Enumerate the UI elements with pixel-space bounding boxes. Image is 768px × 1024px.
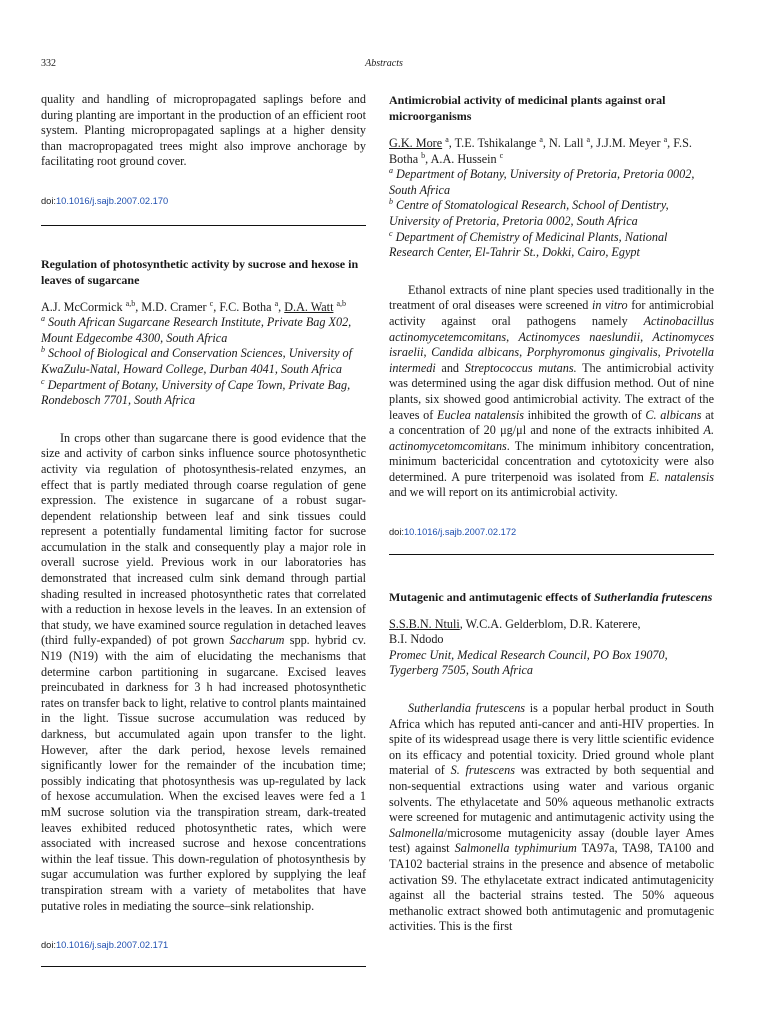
author-name: W.C.A. Gelderblom	[465, 616, 564, 631]
affil-text: Centre of Stomatological Research, School of Dentistry, University of Pretoria, Pretoria 0002, South Africa	[389, 198, 669, 228]
article-title: Regulation of photosynthetic activity by sucrose and hexose in leaves of sugarcane	[41, 256, 359, 287]
page-header	[41, 58, 727, 72]
right-column	[389, 92, 714, 935]
body-text: ,	[519, 345, 527, 360]
author-affil-marker: c	[499, 150, 504, 160]
author-list	[41, 300, 366, 316]
body-italic: Actinomyces israelii	[389, 329, 715, 360]
presenting-author-name: S.S.B.N. Ntuli	[389, 616, 460, 631]
author-name: M.D. Cramer	[141, 299, 207, 314]
separator: ,	[213, 299, 220, 314]
affiliation	[389, 198, 714, 229]
affil-marker: b	[389, 197, 393, 207]
doi-prefix: doi:	[41, 940, 56, 951]
body-text: TA97a, TA98, TA100 and TA102 bacterial strains in the presence and absence of metabolic activation S9. The ethylacetate extract indicated antimutagenicity against all the bacterial strains tested. The 50% aqueous methanolic extract showed both antimutagenic and promutagenic activities. This is the first	[389, 841, 714, 934]
body-italic: Euclea natalensis	[437, 407, 524, 422]
author-affil-marker: a,b	[336, 298, 347, 308]
doi-link[interactable]: 10.1016/j.sajb.2007.02.170	[56, 195, 169, 206]
body-italic: Streptococcus mutans.	[464, 360, 577, 375]
doi-prefix: doi:	[389, 527, 404, 538]
body-italic: in vitro	[591, 298, 628, 313]
author-affil-marker: a	[274, 298, 279, 308]
affil-marker: a	[389, 166, 393, 176]
body-text: Ethanol extracts of nine plant species used traditionally in the treatment of oral diseases were screened	[389, 282, 714, 313]
body-text: ,	[506, 329, 519, 344]
separator: ,	[448, 136, 455, 150]
body-italic: Actinobacillus actinomycetemcomitans	[389, 313, 714, 344]
affil-text: South African Sugarcane Research Institute, Private Bag X02, Mount Edgecombe 4300, South Africa	[41, 315, 352, 345]
article-mutagenic-effects	[389, 589, 714, 935]
body-text: . The minimum inhibitory concentration, minimum bactericidal concentration and cytotoxicity were also determined. A pure triterpenoid was isolated from	[389, 438, 714, 484]
author-name: J.J.M. Meyer	[596, 136, 661, 150]
body-text: /microsome mutagenicity assay (double layer Ames test) against	[389, 825, 714, 856]
author-name: A.J. McCormick	[41, 299, 123, 314]
author-name: B.I. Ndodo	[389, 632, 444, 647]
body-italic: Sutherlandia frutescens	[408, 701, 526, 716]
body-italic: Actinomyces naeslundii	[518, 329, 641, 344]
presenting-author-name: D.A. Watt	[284, 299, 334, 314]
article-title: Antimicrobial activity of medicinal plants against oral microorganisms	[389, 93, 666, 123]
article-title	[389, 589, 714, 605]
body-text: ,	[423, 345, 432, 360]
body-italic: Saccharum	[229, 633, 285, 648]
body-text: is a popular herbal product in South Africa which has reputed anti-cancer and anti-HIV properties. In spite of its widespread usage there is very little scientific evidence on its efficacy and potential toxicity. Dried ground whole plant material of	[389, 701, 714, 778]
left-column	[41, 92, 366, 967]
abstract-body	[389, 701, 714, 935]
doi-prefix: doi:	[41, 195, 56, 206]
author-affil-marker: b	[421, 150, 426, 160]
author-name: D.R. Katerere	[569, 616, 638, 631]
article-regulation-photosynthetic	[41, 256, 366, 967]
continued-paragraph: quality and handling of micropropagated saplings before and during planting are important in the production of an efficient root system. Planting micropropagated saplings at a higher density than macropropagated trees might also improve anchorage by facilitating root ground cover.	[41, 92, 366, 169]
author-affil-marker: c	[209, 298, 214, 308]
article-antimicrobial-activity	[389, 92, 714, 555]
doi-link[interactable]: 10.1016/j.sajb.2007.02.172	[404, 527, 517, 538]
page-number: 332	[41, 58, 56, 69]
affiliation	[389, 230, 714, 261]
author-affil-marker: a	[445, 134, 449, 144]
affil-text: Department of Chemistry of Medicinal Plants, National Research Center, El-Tahrir St., Dokki, Cairo, Egypt	[389, 229, 668, 260]
separator: ,	[278, 299, 285, 314]
doi-link[interactable]: 10.1016/j.sajb.2007.02.171	[56, 940, 169, 951]
body-italic: Porphyromonus gingivalis	[526, 345, 658, 360]
separator: ,	[135, 299, 142, 314]
section-divider	[41, 225, 366, 226]
affil-text: Department of Botany, University of Pretoria, Pretoria 0002, South Africa	[389, 167, 695, 197]
separator: ,	[667, 136, 674, 150]
affil-marker: b	[41, 345, 45, 355]
body-italic: Salmonella	[389, 825, 444, 840]
body-text: for antimicrobial activity against oral pathogens namely	[389, 298, 714, 328]
author-list	[389, 617, 714, 648]
abstract-body	[41, 431, 366, 914]
body-text: ,	[657, 345, 666, 360]
body-text: and	[435, 360, 465, 375]
body-text: In crops other than sugarcane there is good evidence that the size and activity of carbon sinks influence source photosynthetic activity via regulation of photosynthesis-related enzymes, an effect that is partly mediated through coarse regulation of gene expression. The existence in sugarcane of a robust sugar-dependent relationship between leaf and sink tissues could represent a potentially fundamental limiting factor for sucrose accumulation in the stalk and consequently play a major role in overall sucrose yield. Previous work in our laboratories has demonstrated that increased culm sink demand through partial shading resulted in increased photosynthetic rates that correlated with a reduction in hexose levels in the leaves. In an extension of that study, we have examined source regulation in detached leaves (third fully-expanded) of pot grown	[41, 430, 366, 648]
separator: ,	[563, 616, 570, 631]
body-italic: Salmonella typhimurium	[454, 841, 577, 856]
section-divider	[41, 966, 366, 967]
affil-marker: c	[389, 228, 393, 238]
body-italic: Candida albicans	[431, 345, 520, 360]
separator: ,	[425, 151, 431, 166]
body-italic: S. frutescens	[450, 763, 515, 778]
author-name: T.E. Tshikalange	[454, 136, 537, 150]
author-name: F.C. Botha	[219, 299, 272, 314]
separator: ,	[637, 616, 641, 631]
affiliation	[41, 315, 366, 346]
affiliation	[389, 167, 714, 198]
body-italic: Privotella intermedi	[389, 345, 714, 375]
affil-marker: c	[41, 376, 45, 386]
running-title: Abstracts	[365, 58, 403, 69]
body-italic: A. actinomycetomcomitans	[389, 423, 714, 453]
abstract-body	[389, 283, 714, 501]
body-text: The antimicrobial activity was determined using the agar disk diffusion method. Out of nine plants, six showed good antimicrobial activity. The extract of the leaves of	[389, 360, 714, 422]
author-affil-marker: a	[539, 134, 543, 144]
body-text: inhibited the growth of	[523, 407, 646, 422]
doi-line	[41, 938, 366, 954]
doi-line	[41, 194, 366, 210]
presenting-author-name: G.K. More	[389, 136, 443, 150]
author-name: F.S. Botha	[389, 136, 692, 166]
body-text: and we will report on its antimicrobial activity.	[389, 485, 618, 500]
affiliation: Promec Unit, Medical Research Council, PO Box 19070, Tygerberg 7505, South Africa	[389, 647, 668, 678]
title-text: Mutagenic and antimutagenic effects of	[389, 589, 594, 604]
affiliation	[41, 378, 366, 409]
affil-marker: a	[41, 314, 45, 324]
affil-text: School of Biological and Conservation Sciences, University of KwaZulu-Natal, Howard College, Durban 4041, South Africa	[41, 346, 353, 376]
doi-line	[389, 525, 714, 541]
separator: ,	[542, 136, 549, 150]
body-italic: C. albicans	[645, 407, 702, 422]
title-italic: Sutherlandia frutescens	[593, 589, 713, 604]
separator: ,	[459, 616, 466, 631]
author-affil-marker: a	[586, 134, 591, 144]
author-name: A.A. Hussein	[430, 151, 497, 166]
separator: ,	[590, 136, 597, 150]
affil-text: Department of Botany, University of Cape Town, Private Bag, Rondebosch 7701, South Africa	[41, 377, 351, 408]
body-text: at a concentration of 20 μg/μl and none of the extracts inhibited	[389, 407, 715, 438]
author-affil-marker: a,b	[125, 298, 136, 308]
section-divider	[389, 554, 714, 555]
body-text: was extracted by both sequential and non-sequential extractions using water and various organic solvents. The ethylacetate and 50% aqueous methanolic extracts were screened for mutagenic and antimutagenic activity using the	[389, 763, 714, 825]
body-italic: E. natalensis	[649, 469, 715, 484]
author-list	[389, 136, 714, 167]
affiliation	[41, 346, 366, 377]
body-text: spp. hybrid cv. N19 (N19) with the aim of elucidating the mechanisms that determine carbon partitioning in sugarcane. Excised leaves preincubated in darkness for 3 h had increased photosynthetic rates on transfer back to light, relative to control plants maintained in the light. Tissue sucrose accumulation was reduced by darkness, but accumulated again upon transfer to the light. However, after the dark period, hexose levels remained significantly lower for the remainder of the incubation time; possibly indicating that photosynthesis was up-regulated by lack of hexose accumulation. When the excised leaves were fed a 1 mM sucrose solution via the transpiration stream, dark-treated leaves exhibited reduced photosynthetic rates, which were associated with increased sucrose and hexose concentrations within the leaf tissue. This down-regulation of photosynthesis by sugar accumulation was further explored by supplying the leaf transpiration stream with a variety of metabolites that have putative roles in mediating the source–sink relationship.	[41, 633, 366, 913]
author-affil-marker: a	[663, 134, 668, 144]
author-name: N. Lall	[548, 136, 584, 150]
body-text: ,	[640, 329, 653, 344]
